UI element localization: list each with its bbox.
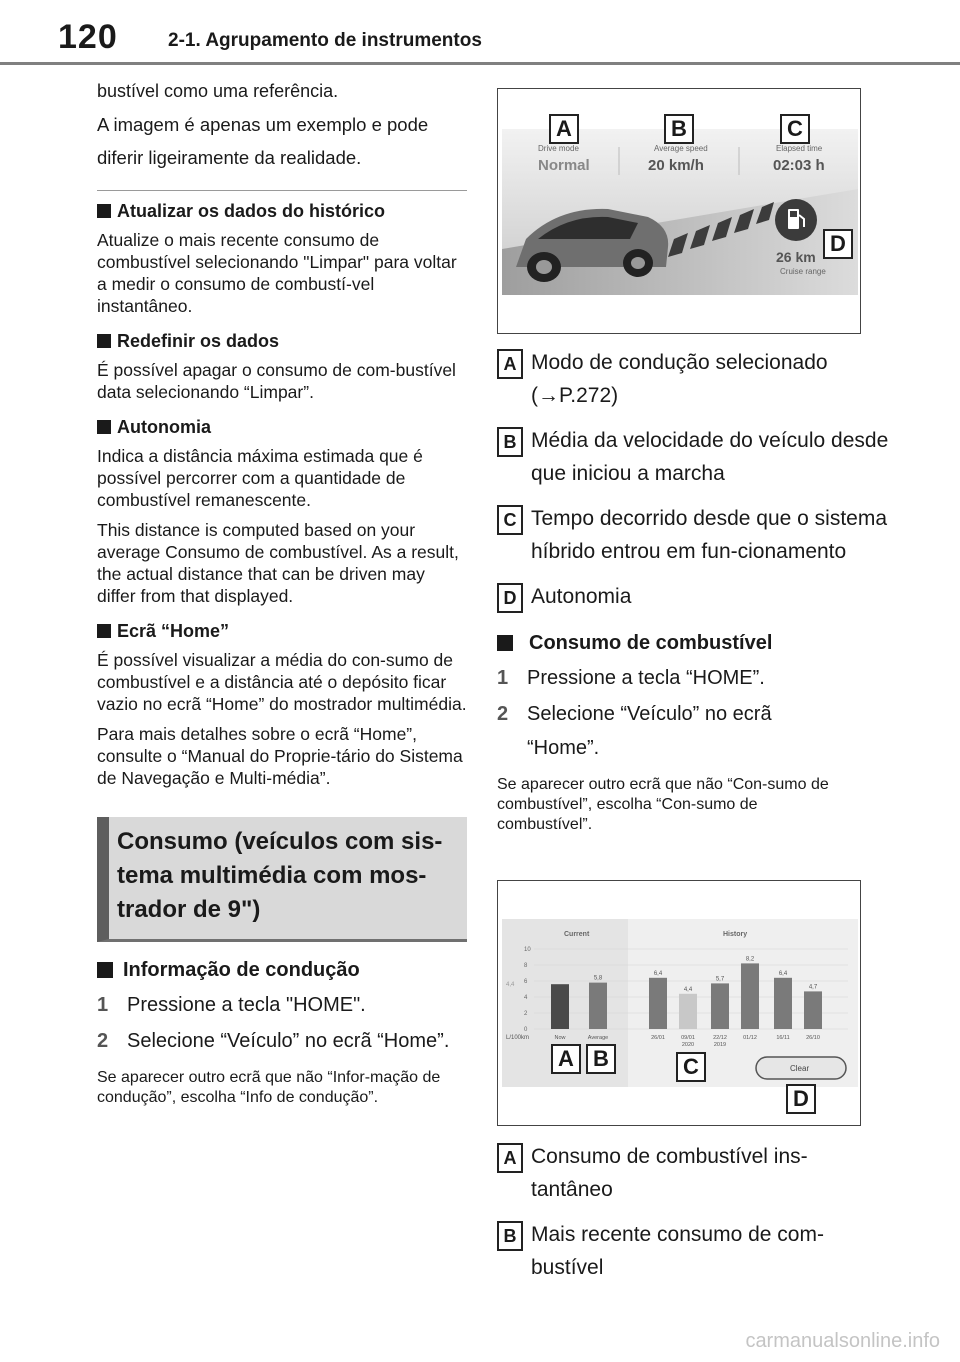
bar-value-label: 4,4: [683, 986, 693, 993]
unit-label: L/100km: [506, 1035, 530, 1041]
callout-b: B: [586, 1044, 616, 1074]
current-label: Current: [564, 931, 590, 938]
legend-item-d: D Autonomia: [497, 580, 917, 613]
heading-reset-data: Redefinir os dados: [97, 329, 467, 353]
legend-item-a: A Modo de condução selecionado (→P.272): [497, 346, 917, 412]
callout-c: C: [780, 114, 810, 144]
category-label: 2019: [713, 1042, 727, 1048]
average-speed-label: Average speed: [654, 144, 708, 153]
paragraph-update-history: Atualize o mais recente consumo de combustível selecionando "Limpar" para voltar a medir o consumo de combustí-vel instantâneo.: [97, 230, 457, 316]
paragraph-range: Indica a distância máxima estimada que é possível percorrer com a quantidade de combustível remanescente.: [97, 446, 423, 510]
fuel-step-1: 1 Pressione a tecla “HOME”.: [497, 667, 765, 689]
chapter-heading-line-2: tema multimédia com mos-: [117, 862, 427, 889]
watermark: carmanualsonline.info: [745, 1330, 940, 1352]
clear-button-label: Clear: [790, 1064, 810, 1073]
note-fuel-consumption: Se aparecer outro ecrã que não “Con-sumo de combustível”, escolha “Con-sumo de combustível”.: [497, 776, 829, 833]
heading-drive-info: Informação de condução: [97, 958, 467, 982]
y-tick-label: 2: [524, 1011, 528, 1017]
legend2-item-a: A Consumo de combustível ins-tantâneo: [497, 1140, 917, 1206]
category-label: Now: [554, 1035, 566, 1041]
average-speed-value: 20 km/h: [648, 157, 704, 174]
bar-value-label: 6,4: [653, 970, 663, 977]
intro-text: bustível como uma referência.: [97, 81, 339, 101]
square-bullet-icon: [97, 204, 111, 218]
callout-b: B: [664, 114, 694, 144]
chart-bar: [679, 994, 697, 1029]
chapter-heading-box: [97, 817, 467, 942]
heading-range: Autonomia: [97, 415, 467, 439]
legend2-item-b: B Mais recente consumo de com-bustível: [497, 1218, 917, 1284]
fuel-consumption-screen-figure: [497, 880, 861, 1126]
category-label: Average: [587, 1035, 609, 1041]
square-bullet-icon: [97, 962, 113, 978]
bar-value-label: 5,8: [593, 975, 603, 982]
callout-d: D: [823, 229, 853, 259]
y-tick-label: 0: [524, 1027, 528, 1033]
section-divider: [97, 190, 467, 191]
chart-bar: [774, 978, 792, 1029]
paragraph-home-reference: Para mais detalhes sobre o ecrã “Home”, consulte o “Manual do Proprie-tário do Sistema de Navegação e Multi-média”.: [97, 724, 463, 788]
callout-d: D: [786, 1084, 816, 1114]
fuel-step-2: 2 Selecione “Veículo” no ecrã “Home”.: [497, 703, 772, 759]
note-drive-info: Se aparecer outro ecrã que não “Infor-mação de condução”, escolha “Info de condução”.: [97, 1069, 441, 1106]
fuel-consumption-legend: [497, 1140, 917, 1284]
paragraph-range-note: This distance is computed based on your average Consumo de combustível. As a result, the actual distance that can be driven may differ from that displayed.: [97, 520, 459, 606]
category-label: 26/01: [651, 1035, 665, 1041]
elapsed-time-value: 02:03 h: [773, 157, 825, 174]
chart-bar: [589, 983, 607, 1029]
category-label: 09/01: [681, 1035, 695, 1041]
section-title: 2-1. Agrupamento de instrumentos: [168, 30, 482, 51]
header-divider: [0, 62, 960, 65]
history-label: History: [723, 931, 748, 938]
cruise-range-value: 26 km: [776, 249, 816, 265]
square-bullet-icon: [97, 624, 111, 638]
y-tick-label: 10: [524, 947, 531, 953]
drive-info-screen-figure: [497, 88, 861, 334]
chapter-heading-line-1: Consumo (veículos com sis-: [117, 828, 443, 855]
heading-fuel-consumption: Consumo de combustível: [497, 631, 917, 655]
legend-item-c: C Tempo decorrido desde que o sistema híbrido entrou em fun-cionamento: [497, 502, 917, 568]
heading-update-history: Atualizar os dados do histórico: [97, 199, 467, 223]
page-header: [0, 0, 960, 66]
paragraph-reset-data: É possível apagar o consumo de com-bustível data selecionando “Limpar”.: [97, 360, 456, 402]
drive-info-legend: [497, 346, 917, 835]
y-tick-label: 4: [524, 995, 528, 1001]
page-number: 120: [58, 18, 118, 56]
callout-a: A: [549, 114, 579, 144]
left-column: [97, 80, 467, 1108]
bar-value-label: 5,7: [715, 976, 725, 983]
category-label: 2020: [681, 1042, 695, 1048]
bar-value-label: 8,2: [745, 956, 755, 963]
step-2: 2 Selecione “Veículo” no ecrã “Home”.: [97, 1030, 450, 1052]
bar-value-label: 4,7: [808, 984, 818, 991]
elapsed-time-label: Elapsed time: [776, 144, 823, 153]
disclaimer-text: A imagem é apenas um exemplo e pode diferir ligeiramente da realidade.: [97, 114, 429, 168]
heading-home-screen: Ecrã “Home”: [97, 619, 467, 643]
chart-bar: [649, 978, 667, 1029]
square-bullet-icon: [497, 635, 513, 651]
drive-mode-label: Drive mode: [538, 144, 579, 153]
chart-bar: [551, 984, 569, 1029]
legend-item-b: B Média da velocidade do veículo desde que iniciou a marcha: [497, 424, 917, 490]
chart-bar: [804, 991, 822, 1029]
square-bullet-icon: [97, 420, 111, 434]
category-label: 26/10: [806, 1035, 820, 1041]
cruise-range-label: Cruise range: [780, 267, 826, 276]
callout-a: A: [551, 1044, 581, 1074]
paragraph-home-screen: É possível visualizar a média do con-sumo de combustível e a distância até o depósito ficar vazio no ecrã “Home” do mostrador multimédia.: [97, 650, 467, 714]
chart-bar: [741, 963, 759, 1029]
category-label: 16/11: [776, 1035, 790, 1041]
drive-mode-value: Normal: [538, 157, 590, 174]
category-label: 22/12: [713, 1035, 727, 1041]
chapter-heading-line-3: trador de 9"): [117, 896, 261, 923]
chart-bar: [711, 983, 729, 1029]
square-bullet-icon: [97, 334, 111, 348]
step-1: 1 Pressione a tecla "HOME".: [97, 994, 366, 1016]
y-tick-label: 8: [524, 963, 528, 969]
side-value-label: 4,4: [506, 982, 515, 988]
category-label: 01/12: [743, 1035, 757, 1041]
callout-c: C: [676, 1052, 706, 1082]
y-tick-label: 6: [524, 979, 528, 985]
bar-value-label: 6,4: [778, 970, 788, 977]
